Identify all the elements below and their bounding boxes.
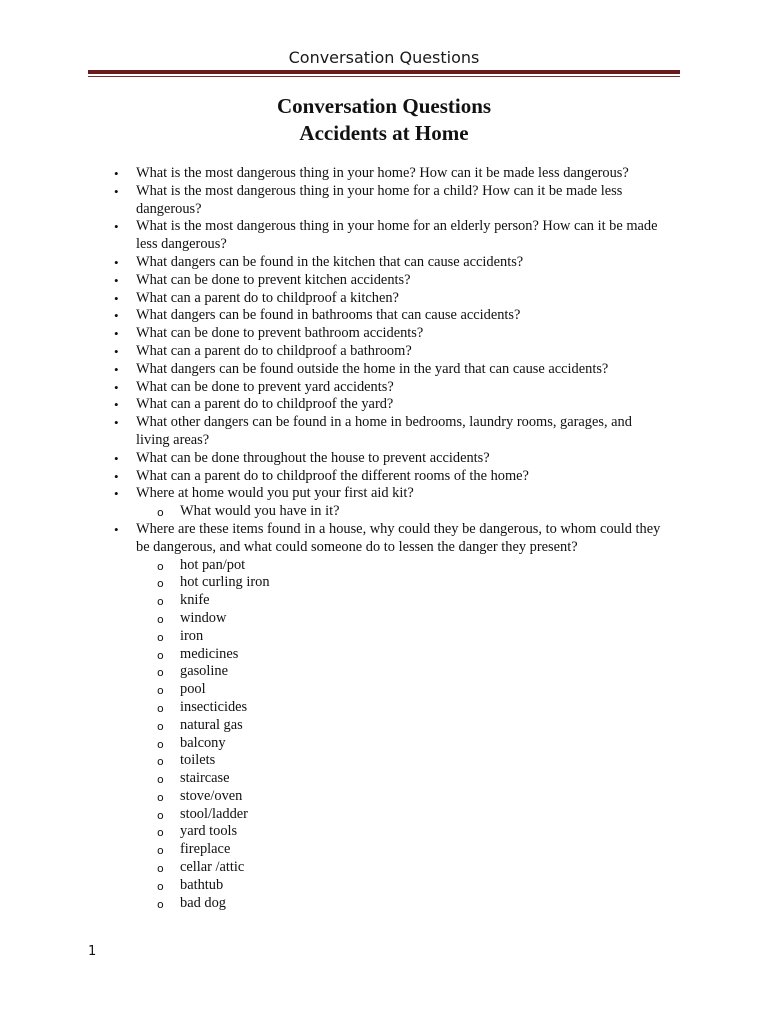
sub-item xyxy=(157,556,668,575)
bullet-icon: • xyxy=(114,272,119,288)
sub-item xyxy=(157,716,668,735)
question-list xyxy=(0,165,768,912)
header-rule-thick xyxy=(88,70,680,74)
page-number: 1 xyxy=(88,944,97,959)
sub-item-text: cellar /attic xyxy=(180,859,245,876)
running-header: Conversation Questions xyxy=(288,48,480,67)
question-item xyxy=(0,521,768,913)
circle-bullet-icon: o xyxy=(157,790,164,804)
question-item xyxy=(0,165,768,183)
question-item xyxy=(0,272,768,290)
sub-item-text: toilets xyxy=(180,752,216,769)
question-text: What can be done to prevent bathroom accidents? xyxy=(136,325,424,342)
circle-bullet-icon: o xyxy=(157,826,164,840)
sub-item-text: yard tools xyxy=(180,823,238,840)
question-text: Where are these items found in a house, why could they be dangerous, to whom could they be dangerous, and what could someone do to lessen the danger they present? xyxy=(136,520,661,555)
sub-item-text: fireplace xyxy=(180,841,231,858)
sub-item-text: pool xyxy=(180,681,206,698)
bullet-icon: • xyxy=(114,343,119,359)
sub-item xyxy=(157,876,668,895)
question-text: Where at home would you put your first aid kit? xyxy=(136,485,414,502)
circle-bullet-icon: o xyxy=(157,862,164,876)
sub-item-text: knife xyxy=(180,592,210,609)
question-item xyxy=(0,379,768,397)
bullet-icon: • xyxy=(114,254,119,270)
circle-bullet-icon: o xyxy=(157,559,164,573)
bullet-icon: • xyxy=(114,468,119,484)
sub-item xyxy=(157,752,668,770)
question-text: What can be done throughout the house to prevent accidents? xyxy=(136,449,490,466)
sub-item xyxy=(157,592,668,610)
question-item xyxy=(0,325,768,343)
question-list-container xyxy=(0,165,768,912)
circle-bullet-icon: o xyxy=(157,506,164,520)
circle-bullet-icon: o xyxy=(157,719,164,733)
bullet-icon: • xyxy=(114,166,119,181)
sub-item-text: staircase xyxy=(180,770,230,787)
sub-item xyxy=(157,770,668,788)
circle-bullet-icon: o xyxy=(157,666,164,680)
bullet-icon: • xyxy=(114,415,119,431)
bullet-icon: • xyxy=(114,219,119,235)
sub-item-text: bad dog xyxy=(180,894,226,911)
sub-list xyxy=(136,503,668,521)
circle-bullet-icon: o xyxy=(157,737,164,751)
question-text: What is the most dangerous thing in your home for an elderly person? How can it be made less dangerous? xyxy=(136,218,658,253)
circle-bullet-icon: o xyxy=(157,648,164,662)
question-text: What can a parent do to childproof the different rooms of the home? xyxy=(136,467,529,484)
question-text: What can a parent do to childproof the yard? xyxy=(136,396,394,413)
bullet-icon: • xyxy=(114,361,119,377)
circle-bullet-icon: o xyxy=(157,612,164,626)
question-item xyxy=(0,396,768,414)
sub-item xyxy=(157,503,668,521)
sub-item-text: hot pan/pot xyxy=(180,556,246,573)
bullet-icon: • xyxy=(114,379,119,395)
sub-item-text: stove/oven xyxy=(180,787,243,804)
circle-bullet-icon: o xyxy=(157,577,164,591)
question-item xyxy=(0,307,768,325)
sub-item-text: window xyxy=(180,609,227,626)
question-item xyxy=(0,218,768,254)
sub-item-text: balcony xyxy=(180,734,226,751)
question-text: What can a parent do to childproof a bathroom? xyxy=(136,342,412,359)
bullet-icon: • xyxy=(114,290,119,306)
sub-item-text: What would you have in it? xyxy=(180,503,340,520)
sub-item-text: stool/ladder xyxy=(180,805,248,822)
sub-item xyxy=(157,859,668,877)
bullet-icon: • xyxy=(114,486,119,502)
sub-item-text: hot curling iron xyxy=(180,574,270,591)
sub-item-text: medicines xyxy=(180,645,239,662)
sub-item xyxy=(157,805,668,824)
question-text: What dangers can be found in the kitchen that can cause accidents? xyxy=(136,253,524,270)
bullet-icon: • xyxy=(114,308,119,324)
sub-item xyxy=(157,645,668,664)
circle-bullet-icon: o xyxy=(157,595,164,609)
sub-item xyxy=(157,894,668,913)
sub-item xyxy=(157,734,668,753)
sub-item-text: insecticides xyxy=(180,698,248,715)
title-line-2: Accidents at Home xyxy=(299,121,469,145)
sub-item-text: natural gas xyxy=(180,716,243,733)
question-item xyxy=(0,254,768,272)
circle-bullet-icon: o xyxy=(157,755,164,769)
question-text: What is the most dangerous thing in your home? How can it be made less dangerous? xyxy=(136,165,629,181)
circle-bullet-icon: o xyxy=(157,897,164,911)
bullet-icon: • xyxy=(114,183,119,199)
sub-item xyxy=(157,787,668,806)
question-text: What dangers can be found outside the home in the yard that can cause accidents? xyxy=(136,360,609,377)
sub-item-text: bathtub xyxy=(180,876,224,893)
question-text: What can be done to prevent kitchen accidents? xyxy=(136,271,411,288)
question-text: What can a parent do to childproof a kitchen? xyxy=(136,289,399,306)
header-rule-thin xyxy=(88,76,680,77)
bullet-icon: • xyxy=(114,450,119,466)
question-text: What can be done to prevent yard accidents? xyxy=(136,378,394,395)
question-item xyxy=(0,485,768,521)
sub-item xyxy=(157,574,668,592)
circle-bullet-icon: o xyxy=(157,773,164,787)
question-item xyxy=(0,361,768,379)
question-text: What other dangers can be found in a home in bedrooms, laundry rooms, garages, and living areas? xyxy=(136,414,632,448)
sub-item-text: gasoline xyxy=(180,663,228,680)
sub-item xyxy=(157,698,668,717)
sub-item xyxy=(157,663,668,681)
bullet-icon: • xyxy=(114,521,119,537)
sub-item xyxy=(157,841,668,859)
question-item xyxy=(0,414,768,450)
sub-item xyxy=(157,627,668,646)
circle-bullet-icon: o xyxy=(157,808,164,822)
sub-list xyxy=(136,557,668,913)
circle-bullet-icon: o xyxy=(157,879,164,893)
question-text: What is the most dangerous thing in your home for a child? How can it be made less dangerous? xyxy=(136,182,623,217)
bullet-icon: • xyxy=(114,326,119,342)
circle-bullet-icon: o xyxy=(157,701,164,715)
question-item xyxy=(0,343,768,361)
question-item xyxy=(0,183,768,219)
title-line-1: Conversation Questions xyxy=(276,94,492,118)
sub-item xyxy=(157,823,668,841)
document-title xyxy=(0,93,768,147)
sub-item-text: iron xyxy=(180,627,204,644)
question-item xyxy=(0,450,768,468)
circle-bullet-icon: o xyxy=(157,844,164,858)
sub-item xyxy=(157,681,668,699)
bullet-icon: • xyxy=(114,397,119,413)
question-item xyxy=(0,468,768,486)
question-item xyxy=(0,290,768,308)
question-text: What dangers can be found in bathrooms that can cause accidents? xyxy=(136,307,521,324)
circle-bullet-icon: o xyxy=(157,630,164,644)
sub-item xyxy=(157,609,668,628)
circle-bullet-icon: o xyxy=(157,684,164,698)
